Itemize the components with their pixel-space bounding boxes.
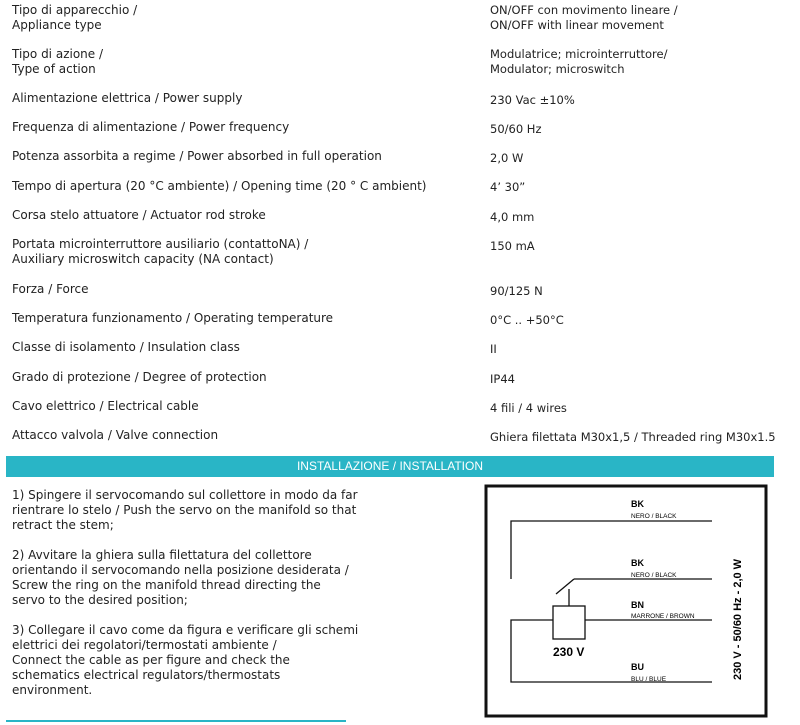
wire-code: BN: [631, 600, 644, 610]
spec-value: 150 mA: [490, 239, 535, 253]
spec-label: Potenza assorbita a regime / Power absorbed in full operation: [12, 149, 382, 163]
spec-value: II: [490, 342, 497, 356]
spec-value: 90/125 N: [490, 284, 543, 298]
spec-value: 4 fili / 4 wires: [490, 401, 567, 415]
spec-label: Tipo di azione / Type of action: [12, 47, 104, 76]
spec-value: 50/60 Hz: [490, 122, 542, 136]
spec-value: 0°C .. +50°C: [490, 313, 564, 327]
spec-value: Ghiera filettata M30x1,5 / Threaded ring M30x1.5: [490, 430, 776, 444]
switch-lever: [556, 579, 574, 594]
installation-step: 3) Collegare il cavo come da figura e verificare gli schemi elettrici dei regolatori/termostati ambiente / Connect the cable as per figure and check the schematics electrical regulators/thermostats environment.: [12, 623, 359, 697]
wire-code: BU: [631, 662, 644, 672]
spec-value: 2,0 W: [490, 151, 524, 165]
spec-label: Attacco valvola / Valve connection: [12, 428, 219, 442]
wire-code: BK: [631, 499, 644, 509]
wire-name: BLU / BLUE: [631, 676, 667, 683]
spec-label: Tipo di apparecchio / Appliance type: [12, 3, 138, 32]
spec-label: Classe di isolamento / Insulation class: [12, 340, 240, 354]
spec-value: Modulatrice; microinterruttore/ Modulator; microswitch: [490, 47, 668, 76]
spec-value: 4,0 mm: [490, 210, 535, 224]
spec-label: Grado di protezione / Degree of protection: [12, 370, 267, 384]
wiring-diagram: [484, 484, 770, 720]
rating-label: 230 V - 50/60 Hz - 2,0 W: [732, 558, 744, 680]
spec-value: ON/OFF con movimento lineare / ON/OFF with linear movement: [490, 3, 678, 32]
divider: [6, 720, 346, 722]
voltage-label: 230 V: [553, 645, 585, 659]
wire-name: NERO / BLACK: [631, 572, 677, 579]
wire-name: NERO / BLACK: [631, 513, 677, 520]
spec-value: 4’ 30”: [490, 180, 526, 194]
actuator-box: [553, 606, 585, 639]
wire-bk-1: [511, 521, 712, 579]
spec-label: Forza / Force: [12, 282, 89, 296]
spec-label: Frequenza di alimentazione / Power frequency: [12, 120, 290, 134]
spec-label: Corsa stelo attuatore / Actuator rod stroke: [12, 208, 266, 222]
spec-value: 230 Vac ±10%: [490, 93, 575, 107]
spec-label: Portata microinterruttore ausiliario (contattoNA) / Auxiliary microswitch capacity (NA contact): [12, 237, 309, 266]
installation-step: 1) Spingere il servocomando sul collettore in modo da far rientrare lo stelo / Push the servo on the manifold so that retract the stem;: [12, 488, 358, 532]
spec-label: Temperatura funzionamento / Operating temperature: [12, 311, 334, 325]
wire-lines: [511, 521, 712, 682]
spec-label: Alimentazione elettrica / Power supply: [12, 91, 243, 105]
wire-name: MARRONE / BROWN: [631, 613, 695, 620]
installation-banner: INSTALLAZIONE / INSTALLATION: [6, 456, 774, 477]
spec-value: IP44: [490, 372, 515, 386]
wire-bu: [511, 620, 712, 682]
wire-code: BK: [631, 558, 644, 568]
spec-label: Tempo di apertura (20 °C ambiente) / Opening time (20 ° C ambient): [12, 179, 427, 193]
installation-step: 2) Avvitare la ghiera sulla filettatura del collettore orientando il servocomando nella posizione desiderata / Screw the ring on the manifold thread directing the servo to the desired position;: [12, 548, 349, 607]
spec-label: Cavo elettrico / Electrical cable: [12, 399, 199, 413]
